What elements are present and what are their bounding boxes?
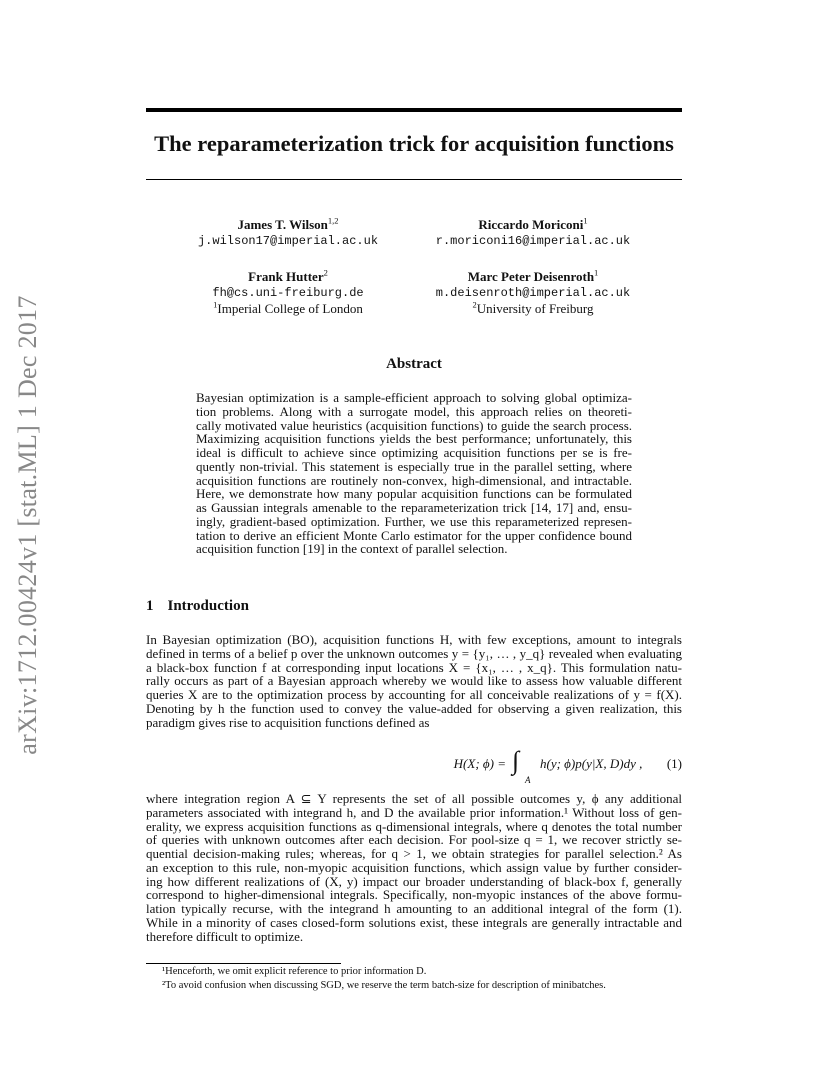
text-line: of queries with unknown outcomes after each decision. For pool-size q = 1, we recover strictly se- — [146, 832, 682, 848]
text-line: defined in terms of a belief p over the unknown outcomes y = {y₁, … , y_q} revealed when evaluating — [146, 645, 682, 661]
text-line: Maximizing acquisition functions yields the best performance; unfortunately, this — [196, 431, 632, 447]
author-block — [403, 269, 663, 317]
text-line: parameters associated with integrand h, and D the available prior information.¹ Without loss of gen- — [146, 804, 682, 820]
text-line: erality, we express acquisition functions as q-dimensional integrals, where q denotes the total number — [146, 818, 682, 834]
text-line: Denoting by h the function used to convey the value-added for observing a given realization, this — [146, 700, 682, 716]
section-heading — [146, 598, 263, 615]
title-bottom-rule — [146, 179, 682, 180]
text-line: ingly, gradient-based optimization. Further, we use this reparameterized represen- — [196, 513, 632, 529]
text-line: ideal is difficult to achieve since optimizing acquisition functions per se is fre- — [196, 445, 632, 460]
affiliation: University of Freiburg — [476, 301, 594, 316]
equation-1 — [146, 748, 682, 788]
author-name: Marc Peter Deisenroth — [467, 269, 595, 284]
affiliation-sup: 2 — [472, 299, 477, 310]
author-email[interactable]: j.wilson17@imperial.ac.uk — [197, 234, 379, 248]
integral-domain: A — [525, 775, 531, 785]
text-line: ing how different realizations of (X, y) impact our broader understanding of black-box f, generally — [146, 873, 682, 889]
text-line: While in a minority of cases closed-form solutions exist, these integrals are generally intractable and — [146, 914, 682, 930]
text-line: acquisition function [19] in the context of parallel selection. — [196, 541, 508, 557]
text-line: In Bayesian optimization (BO), acquisition functions H, with few exceptions, amount to integrals — [146, 632, 682, 647]
text-line: where integration region A ⊆ Y represents the set of all possible outcomes y, ϕ any additional — [146, 791, 682, 806]
intro-paragraph-2 — [146, 792, 682, 943]
text-line: correspond to higher-dimensional integrals. Specifically, non-myopic instances of the above formu- — [146, 887, 682, 903]
paper-title: The reparameterization trick for acquisition functions — [154, 131, 674, 156]
text-line: cally motivated value heuristics (acquisition functions) to guide the search process. — [196, 417, 632, 433]
author-sup: 2 — [323, 267, 328, 278]
text-line: as Gaussian integrals amenable to the reparameterization trick [14, 17] and, ensu- — [196, 500, 632, 515]
author-sup: 1 — [594, 267, 599, 278]
author-block — [158, 217, 418, 249]
author-sup: 1,2 — [327, 215, 339, 226]
text-line: Bayesian optimization is a sample-efficient approach to solving global optimiza- — [196, 390, 632, 405]
footnote-2: ²To avoid confusion when discussing SGD, we reserve the term batch-size for description of minibatches. — [162, 980, 606, 991]
text-line: therefore difficult to optimize. — [146, 928, 304, 944]
abstract-heading: Abstract — [386, 356, 442, 372]
section-title: Introduction — [167, 598, 249, 614]
author-email[interactable]: r.moriconi16@imperial.ac.uk — [435, 234, 631, 248]
text-line: acquisition functions are routinely non-convex, high-dimensional, and intractable. — [196, 472, 632, 488]
affiliation: Imperial College of London — [217, 301, 363, 316]
author-block — [158, 269, 418, 317]
author-sup: 1 — [583, 215, 588, 226]
author-name: Riccardo Moriconi — [478, 217, 584, 232]
abstract-paragraph — [196, 391, 632, 556]
footnote-1: ¹Henceforth, we omit explicit reference to prior information D. — [162, 966, 427, 977]
footnote-rule — [146, 963, 341, 964]
intro-paragraph-1 — [146, 633, 682, 729]
author-block — [403, 217, 663, 249]
text-line: a black-box function f at corresponding input locations X = {x₁, … , x_q}. This formulation natu- — [146, 659, 682, 675]
section-number: 1 — [146, 598, 154, 614]
integral-sign: ∫ — [512, 746, 520, 775]
arxiv-stamp: arXiv:1712.00424v1 [stat.ML] 1 Dec 2017 — [13, 295, 42, 755]
text-line: Here, we demonstrate how many popular acquisition functions can be formulated — [196, 486, 632, 502]
text-line: an exception to this rule, non-myopic acquisition functions, which assign value by further consider- — [146, 859, 682, 875]
text-line: lation typically recurse, with the integrand h amounting to an additional integral of the form (1). — [146, 901, 682, 916]
author-email[interactable]: m.deisenroth@imperial.ac.uk — [435, 286, 631, 300]
author-email[interactable]: fh@cs.uni-freiburg.de — [212, 286, 364, 300]
author-name: Frank Hutter — [248, 269, 324, 284]
text-line: tion problems. Along with a surrogate model, this approach relies on theoreti- — [196, 403, 632, 419]
text-line: quently non-trivial. This statement is especially true in the parallel setting, where — [196, 458, 632, 474]
affiliation-sup: 1 — [213, 299, 218, 310]
text-line: tation to derive an efficient Monte Carlo estimator for the upper confidence bound — [196, 527, 632, 543]
equation-rhs: h(y; ϕ)p(y|X, D)dy , — [540, 756, 643, 771]
equation-lhs: H(X; ϕ) = — [453, 756, 506, 771]
text-line: paradigm gives rise to acquisition functions defined as — [146, 714, 430, 730]
title-top-rule — [146, 108, 682, 112]
text-line: queries X are to the optimization process by accounting for all conceivable realizations of y = f(X). — [146, 687, 682, 702]
text-line: rally occurs as part of a Bayesian approach whereby we would like to assess how valuable different — [146, 673, 682, 689]
author-name: James T. Wilson — [237, 217, 328, 232]
text-line: quential decision-making rules; whereas, for q > 1, we obtain strategies for parallel selection.² As — [146, 846, 682, 861]
equation-number[interactable]: (1) — [666, 756, 682, 771]
